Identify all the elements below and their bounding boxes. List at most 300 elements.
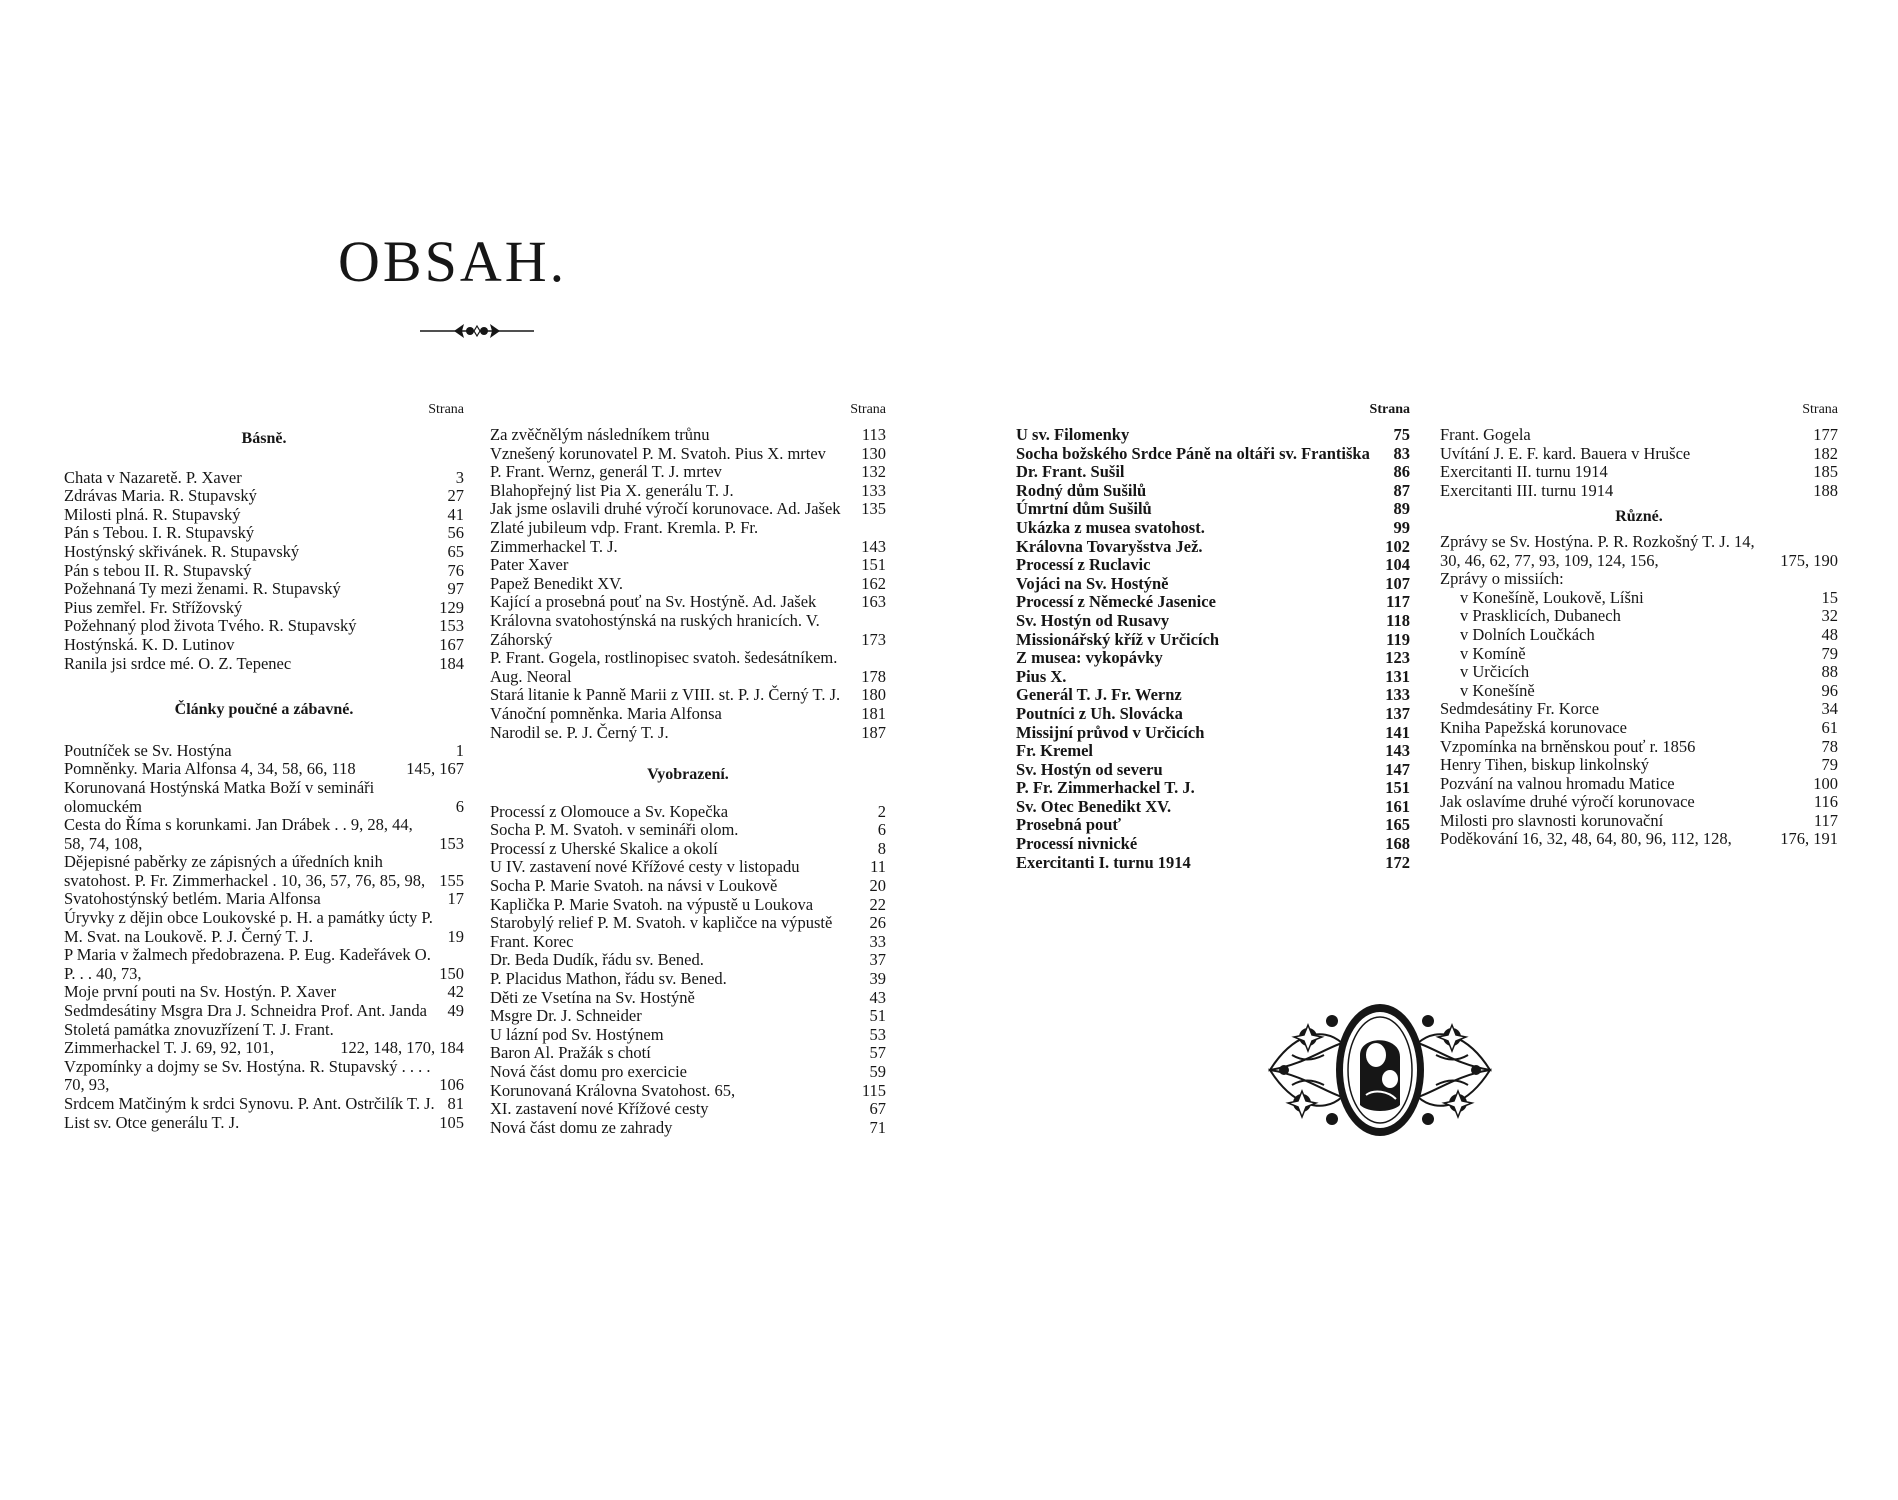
toc-entry-title: Děti ze Vsetína na Sv. Hostýně xyxy=(490,987,695,1007)
toc-entry-title: Pozvání na valnou hromadu Matice xyxy=(1440,773,1675,793)
toc-entry-page: 6 xyxy=(877,820,886,840)
toc-entry-title: Vzpomínky a dojmy se Sv. Hostýna. R. Stupavský . . . . 70, 93, xyxy=(64,1056,431,1095)
toc-entry xyxy=(1016,538,1410,557)
toc-entry xyxy=(1440,663,1838,682)
toc-entry-title: U lázní pod Sv. Hostýnem xyxy=(490,1024,664,1044)
toc-entry xyxy=(1016,482,1410,501)
toc-entry-page: 180 xyxy=(861,685,886,705)
toc-list xyxy=(1440,533,1838,849)
toc-entry-page: 135 xyxy=(861,499,886,519)
toc-entry-page: 67 xyxy=(869,1099,886,1119)
toc-entry-page: 43 xyxy=(869,987,886,1007)
toc-list xyxy=(64,742,464,1132)
toc-entry-title: Processí z Olomouce a Sv. Kopečka xyxy=(490,801,729,821)
rule-ornament-icon xyxy=(418,320,536,342)
toc-entry xyxy=(1440,738,1838,757)
toc-entry xyxy=(490,877,886,896)
toc-entry-page: 153 xyxy=(439,616,464,636)
toc-entry-page: 123 xyxy=(1385,648,1410,668)
toc-entry xyxy=(490,1119,886,1138)
toc-entry-page: 86 xyxy=(1393,462,1410,482)
toc-entry-title: Jak jsme oslavili druhé výročí korunovace. Ad. Jašek xyxy=(490,499,841,519)
toc-entry-title: Henry Tihen, biskup linkolnský xyxy=(1440,755,1650,775)
toc-entry-title: Moje první pouti na Sv. Hostýn. P. Xaver xyxy=(64,982,337,1002)
toc-entry-title: Processí nivnické xyxy=(1016,834,1138,854)
toc-entry xyxy=(490,914,886,933)
toc-entry xyxy=(1016,835,1410,854)
toc-entry-page: 141 xyxy=(1385,722,1410,742)
toc-entry: Zprávy o missiích: xyxy=(1440,569,1564,589)
toc-entry xyxy=(1016,816,1410,835)
toc-entry xyxy=(1440,793,1838,812)
toc-entry-page: 107 xyxy=(1385,573,1410,593)
toc-entry xyxy=(1016,631,1410,650)
toc-entry xyxy=(1016,779,1410,798)
toc-entry-title: Požehnaná Ty mezi ženami. R. Stupavský xyxy=(64,579,341,599)
toc-entry-page: 181 xyxy=(861,703,886,723)
toc-entry-title: Kající a prosebná pouť na Sv. Hostýně. Ad. Jašek xyxy=(490,592,817,612)
toc-entry xyxy=(490,593,886,612)
toc-entry-page: 89 xyxy=(1393,499,1410,519)
toc-list xyxy=(1016,426,1410,872)
toc-entry xyxy=(1016,519,1410,538)
toc-entry xyxy=(64,543,464,562)
toc-entry xyxy=(64,1002,464,1021)
toc-entry-page: 99 xyxy=(1393,517,1410,537)
toc-entry-page: 176, 191 xyxy=(1780,829,1838,849)
section-heading-poems: Básně. xyxy=(241,430,287,447)
strana-label: Strana xyxy=(1369,402,1410,417)
toc-entry xyxy=(1440,626,1838,645)
toc-entry-title: Srdcem Matčiným k srdci Synovu. P. Ant. Ostrčilík T. J. xyxy=(64,1094,435,1113)
toc-entry xyxy=(1440,607,1838,626)
toc-entry-title: Exercitanti I. turnu 1914 xyxy=(1016,852,1191,872)
toc-column-2 xyxy=(490,400,886,1137)
toc-entry xyxy=(64,487,464,506)
toc-entry xyxy=(490,989,886,1008)
toc-entry xyxy=(64,853,464,890)
toc-entry-page: 32 xyxy=(1821,606,1838,626)
toc-entry-page: 97 xyxy=(447,579,464,599)
toc-entry-page: 131 xyxy=(1385,666,1410,686)
toc-entry xyxy=(64,524,464,543)
toc-entry-title: Frant. Korec xyxy=(490,931,574,951)
toc-entry xyxy=(64,742,464,761)
toc-entry-page: 22 xyxy=(869,894,886,914)
toc-entry xyxy=(1016,649,1410,668)
toc-entry-title: Sedmdesátiny Fr. Korce xyxy=(1440,699,1600,719)
toc-entry-title: Poděkování 16, 32, 48, 64, 80, 96, 112, 128, xyxy=(1440,829,1732,849)
toc-entry xyxy=(1016,445,1410,464)
toc-entry-title: Dr. Frant. Sušil xyxy=(1016,462,1125,482)
toc-entry xyxy=(1440,426,1838,445)
toc-entry-page: 1 xyxy=(455,740,464,760)
toc-entry-title: Socha božského Srdce Páně na oltáři sv. Františka xyxy=(1016,443,1370,463)
toc-entry-title: Narodil se. P. J. Černý T. J. xyxy=(490,722,669,742)
toc-entry-page: 173 xyxy=(861,629,886,649)
toc-entry-page: 145, 167 xyxy=(406,759,464,779)
toc-entry-page: 56 xyxy=(447,523,464,543)
toc-entry xyxy=(64,983,464,1002)
toc-entry-page: 87 xyxy=(1393,480,1410,500)
toc-entry-page: 187 xyxy=(861,722,886,742)
toc-entry xyxy=(1440,482,1838,501)
toc-entry-title: Papež Benedikt XV. xyxy=(490,573,624,593)
toc-entry-page: 167 xyxy=(439,634,464,654)
toc-entry-title: P. Frant. Wernz, generál T. J. mrtev xyxy=(490,462,722,482)
toc-entry xyxy=(490,1100,886,1119)
toc-entry xyxy=(1016,686,1410,705)
toc-entry-page: 155 xyxy=(439,870,464,890)
toc-entry xyxy=(64,617,464,636)
toc-entry-page: 122, 148, 170, 184 xyxy=(340,1038,464,1058)
toc-entry-title: Milosti plná. R. Stupavský xyxy=(64,504,241,524)
toc-entry-title: v Komíně xyxy=(1460,643,1526,663)
toc-entry-page: 79 xyxy=(1821,755,1838,775)
toc-entry-title: XI. zastavení nové Křížové cesty xyxy=(490,1099,709,1119)
toc-entry-title: Processí z Uherské Skalice a okolí xyxy=(490,838,718,858)
toc-entry xyxy=(64,1095,464,1114)
toc-entry xyxy=(1016,556,1410,575)
toc-entry-title: Zdrávas Maria. R. Stupavský xyxy=(64,486,257,506)
toc-entry-title: Pater Xaver xyxy=(490,555,569,575)
toc-entry xyxy=(64,760,464,779)
toc-entry-page: 104 xyxy=(1385,555,1410,575)
toc-entry xyxy=(1016,463,1410,482)
toc-entry xyxy=(490,1007,886,1026)
toc-entry-title: Processí z Ruclavic xyxy=(1016,555,1151,575)
toc-entry-page: 57 xyxy=(869,1043,886,1063)
toc-entry-page: 161 xyxy=(1385,796,1410,816)
toc-entry-title: Svatohostýnský betlém. Maria Alfonsa xyxy=(64,889,321,909)
toc-entry-page: 116 xyxy=(1813,792,1838,812)
toc-entry-page: 100 xyxy=(1813,773,1838,793)
toc-entry-title: P. Fr. Zimmerhackel T. J. xyxy=(1016,778,1195,798)
toc-entry-page: 185 xyxy=(1813,462,1838,482)
toc-entry xyxy=(490,896,886,915)
toc-entry xyxy=(64,580,464,599)
toc-entry-title: Kaplička P. Marie Svatoh. na výpustě u Loukova xyxy=(490,894,814,914)
toc-entry-title: Frant. Gogela xyxy=(1440,425,1531,444)
toc-entry-page: 3 xyxy=(455,467,464,487)
toc-entry-title: Královna svatohostýnská na ruských hranicích. V. Záhorský xyxy=(490,610,820,649)
toc-entry-title: Vznešený korunovatel P. M. Svatoh. Pius X. mrtev xyxy=(490,443,826,463)
toc-entry xyxy=(490,463,886,482)
toc-entry-title: Korunovaná Královna Svatohost. 65, xyxy=(490,1080,736,1100)
madonna-floral-vignette-icon xyxy=(1262,995,1498,1145)
strana-label: Strana xyxy=(850,402,886,417)
toc-entry xyxy=(490,858,886,877)
toc-entry xyxy=(1440,719,1838,738)
toc-entry-title: Socha P. M. Svatoh. v semináři olom. xyxy=(490,820,739,840)
toc-entry-title: Požehnaný plod života Tvého. R. Stupavský xyxy=(64,616,357,636)
toc-entry xyxy=(1440,682,1838,701)
toc-entry-page: 49 xyxy=(447,1001,464,1021)
toc-entry-page: 182 xyxy=(1813,443,1838,463)
toc-entry xyxy=(490,821,886,840)
toc-entry-title: Ranila jsi srdce mé. O. Z. Tepenec xyxy=(64,653,292,673)
toc-entry-title: Processí z Německé Jasenice xyxy=(1016,592,1216,612)
toc-entry-title: Sv. Hostýn od severu xyxy=(1016,759,1163,779)
toc-entry-page: 6 xyxy=(455,796,464,816)
toc-entry-title: Stoletá památka znovuzřízení T. J. Frant. Zimmerhackel T. J. 69, 92, 101, xyxy=(64,1019,334,1058)
toc-entry-page: 33 xyxy=(869,931,886,951)
toc-entry xyxy=(1440,463,1838,482)
toc-entry-page: 96 xyxy=(1821,680,1838,700)
toc-entry-page: 61 xyxy=(1821,717,1838,737)
toc-entry-page: 15 xyxy=(1821,587,1838,607)
toc-entry-page: 188 xyxy=(1813,480,1838,500)
toc-entry-title: v Prasklicích, Dubanech xyxy=(1460,606,1621,626)
toc-entry xyxy=(490,705,886,724)
toc-entry-title: Nová část domu pro exercicie xyxy=(490,1062,688,1081)
toc-entry-title: Zprávy se Sv. Hostýna. P. R. Rozkošný T. J. 14, 30, 46, 62, 77, 93, 109, 124, 156, xyxy=(1440,531,1755,570)
toc-entry-page: 143 xyxy=(1385,741,1410,761)
toc-entry-page: 150 xyxy=(439,963,464,983)
toc-entry-page: 168 xyxy=(1385,834,1410,854)
toc-entry-page: 51 xyxy=(869,1006,886,1026)
toc-entry-page: 115 xyxy=(861,1080,886,1100)
toc-entry xyxy=(64,946,464,983)
toc-list xyxy=(490,803,886,1138)
toc-entry-title: P. Frant. Gogela, rostlinopisec svatoh. šedesátníkem. Aug. Neoral xyxy=(490,648,838,686)
toc-entry xyxy=(64,1058,464,1095)
toc-entry-page: 26 xyxy=(869,913,886,933)
toc-entry-page: 132 xyxy=(861,462,886,482)
toc-entry xyxy=(490,1063,886,1082)
toc-entry-page: 184 xyxy=(439,653,464,673)
toc-entry xyxy=(64,469,464,488)
toc-entry-title: P. Placidus Mathon, řádu sv. Bened. xyxy=(490,969,727,989)
toc-entry-title: Fr. Kremel xyxy=(1016,741,1093,761)
toc-entry xyxy=(1016,724,1410,743)
toc-entry-page: 117 xyxy=(1813,810,1838,830)
toc-entry-page: 19 xyxy=(447,926,464,946)
toc-entry-title: U sv. Filomenky xyxy=(1016,425,1130,444)
toc-entry-title: Missionářský kříž v Určicích xyxy=(1016,629,1220,649)
toc-entry xyxy=(490,803,886,822)
toc-entry-page: 133 xyxy=(861,480,886,500)
toc-entry xyxy=(64,779,464,816)
toc-entry xyxy=(1440,589,1838,608)
toc-entry xyxy=(1440,775,1838,794)
toc-entry xyxy=(490,933,886,952)
toc-entry-page: 137 xyxy=(1385,703,1410,723)
toc-entry-title: Kniha Papežská korunovace xyxy=(1440,717,1627,737)
toc-entry-title: v Dolních Loučkách xyxy=(1460,624,1595,644)
toc-entry xyxy=(1016,798,1410,817)
toc-entry-page: 42 xyxy=(447,982,464,1002)
toc-entry-title: Stará litanie k Panně Marii z VIII. st. P. J. Černý T. J. xyxy=(490,685,841,705)
toc-entry-title: Msgre Dr. J. Schneider xyxy=(490,1006,642,1026)
toc-column-1 xyxy=(64,400,464,1132)
toc-entry-page: 117 xyxy=(1386,592,1410,612)
toc-entry-title: Sv. Hostýn od Rusavy xyxy=(1016,610,1170,630)
toc-entry xyxy=(490,649,886,686)
toc-entry xyxy=(490,612,886,649)
toc-entry xyxy=(1440,533,1838,570)
toc-entry xyxy=(490,482,886,501)
toc-entry-title: Úmrtní dům Sušilů xyxy=(1016,499,1152,519)
toc-entry-page: 41 xyxy=(447,504,464,524)
section-heading-articles: Články poučné a zábavné. xyxy=(174,701,354,719)
toc-entry-page: 113 xyxy=(861,425,886,444)
toc-entry-page: 133 xyxy=(1385,685,1410,705)
toc-entry xyxy=(64,506,464,525)
toc-list xyxy=(1440,426,1838,500)
toc-entry xyxy=(490,426,886,445)
toc-entry xyxy=(1440,756,1838,775)
toc-entry xyxy=(64,890,464,909)
toc-entry-title: Sv. Otec Benedikt XV. xyxy=(1016,796,1172,816)
toc-entry xyxy=(1016,575,1410,594)
toc-entry-page: 2 xyxy=(877,801,886,821)
toc-list xyxy=(64,469,464,674)
toc-entry-page: 130 xyxy=(861,443,886,463)
toc-entry-title: U IV. zastavení nové Křížové cesty v listopadu xyxy=(490,857,800,877)
toc-column-4 xyxy=(1440,400,1838,849)
toc-entry xyxy=(1016,668,1410,687)
toc-entry-title: Milosti pro slavnosti korunovační xyxy=(1440,810,1664,830)
section-heading-miscellaneous: Různé. xyxy=(1615,508,1663,526)
toc-entry xyxy=(64,909,464,946)
toc-entry-title: Dr. Beda Dudík, řádu sv. Bened. xyxy=(490,950,704,970)
toc-entry xyxy=(490,445,886,464)
toc-entry-title: Pius zemřel. Fr. Střížovský xyxy=(64,597,243,617)
toc-entry-page: 177 xyxy=(1813,425,1838,444)
toc-entry xyxy=(64,636,464,655)
toc-entry-page: 143 xyxy=(861,536,886,556)
toc-entry xyxy=(490,1082,886,1101)
toc-entry-title: Rodný dům Sušilů xyxy=(1016,480,1147,500)
toc-entry-title: Za zvěčnělým následníkem trůnu xyxy=(490,425,710,444)
toc-entry-page: 17 xyxy=(447,889,464,909)
toc-entry-title: Zlaté jubileum vdp. Frant. Kremla. P. Fr. Zimmerhackel T. J. xyxy=(490,517,759,556)
toc-entry-page: 119 xyxy=(1386,629,1410,649)
toc-entry xyxy=(64,655,464,674)
toc-entry-title: Socha P. Marie Svatoh. na návsi v Loukově xyxy=(490,876,778,896)
toc-entry-title: Královna Tovaryšstva Jež. xyxy=(1016,536,1203,556)
toc-entry-page: 106 xyxy=(439,1075,464,1095)
toc-entry xyxy=(490,686,886,705)
toc-entry-page: 76 xyxy=(447,560,464,580)
toc-entry xyxy=(1016,705,1410,724)
toc-entry-page: 27 xyxy=(447,486,464,506)
toc-entry-title: Starobylý relief P. M. Svatoh. v kapličce na výpustě xyxy=(490,913,833,933)
toc-entry-title: Vzpomínka na brněnskou pouť r. 1856 xyxy=(1440,736,1696,756)
toc-entry-page: 34 xyxy=(1821,699,1838,719)
toc-entry-page: 75 xyxy=(1393,425,1410,444)
toc-entry xyxy=(1016,761,1410,780)
toc-entry xyxy=(490,575,886,594)
toc-entry-title: Generál T. J. Fr. Wernz xyxy=(1016,685,1182,705)
toc-entry-title: Hostýnská. K. D. Lutinov xyxy=(64,634,235,654)
toc-entry xyxy=(64,816,464,853)
toc-entry-title: Hostýnský skřivánek. R. Stupavský xyxy=(64,541,300,561)
toc-entry xyxy=(64,1114,464,1133)
page-title: OBSAH. xyxy=(338,229,568,294)
toc-entry-title: v Konešíně xyxy=(1460,680,1535,700)
toc-entry-title: Vojáci na Sv. Hostýně xyxy=(1016,573,1169,593)
toc-entry-title: Uvítání J. E. F. kard. Bauera v Hrušce xyxy=(1440,443,1691,463)
toc-entry-page: 11 xyxy=(870,857,886,877)
toc-entry-title: Z musea: vykopávky xyxy=(1016,648,1163,668)
toc-entry-page: 129 xyxy=(439,597,464,617)
toc-entry-title: Missijní průvod v Určicích xyxy=(1016,722,1205,742)
toc-entry-title: Cesta do Říma s korunkami. Jan Drábek . . 9, 28, 44, 58, 74, 108, xyxy=(64,815,413,853)
toc-entry-page: 48 xyxy=(1821,624,1838,644)
toc-entry-page: 105 xyxy=(439,1112,464,1132)
toc-entry-title: Exercitanti II. turnu 1914 xyxy=(1440,462,1608,482)
toc-entry-page: 65 xyxy=(447,541,464,561)
toc-entry-title: Poutníček se Sv. Hostýna xyxy=(64,740,232,760)
toc-entry-title: Baron Al. Pražák s chotí xyxy=(490,1043,651,1063)
toc-entry-title: Ukázka z musea svatohost. xyxy=(1016,517,1205,537)
toc-entry xyxy=(490,970,886,989)
toc-entry-page: 102 xyxy=(1385,536,1410,556)
toc-entry-title: Pán s tebou II. R. Stupavský xyxy=(64,560,252,580)
toc-entry-page: 83 xyxy=(1393,443,1410,463)
toc-entry xyxy=(1016,426,1410,445)
toc-entry-title: Korunovaná Hostýnská Matka Boží v semináři olomuckém xyxy=(64,777,375,816)
toc-entry-page: 79 xyxy=(1821,643,1838,663)
toc-entry-page: 20 xyxy=(869,876,886,896)
toc-entry-page: 162 xyxy=(861,573,886,593)
toc-entry xyxy=(490,951,886,970)
toc-entry xyxy=(1440,700,1838,719)
toc-entry xyxy=(490,1026,886,1045)
toc-entry-page: 118 xyxy=(1386,610,1410,630)
toc-entry xyxy=(64,599,464,618)
toc-entry-title: Vánoční pomněnka. Maria Alfonsa xyxy=(490,703,722,723)
toc-entry-title: v Konešíně, Loukově, Líšni xyxy=(1460,587,1644,607)
toc-entry-page: 71 xyxy=(869,1117,886,1137)
toc-entry-page: 172 xyxy=(1385,852,1410,872)
toc-entry xyxy=(1440,830,1838,849)
toc-entry-title: Pán s Tebou. I. R. Stupavský xyxy=(64,523,255,543)
toc-entry xyxy=(1440,645,1838,664)
toc-entry-page: 8 xyxy=(877,838,886,858)
toc-entry xyxy=(64,1021,464,1058)
toc-entry-page: 178 xyxy=(861,666,886,686)
toc-entry-title: Prosebná pouť xyxy=(1016,815,1122,835)
toc-entry-page: 53 xyxy=(869,1024,886,1044)
toc-entry-title: Dějepisné paběrky ze zápisných a úředních knih svatohost. P. Fr. Zimmerhackel . 10, 36, 57, 76, 85, 98, xyxy=(64,852,426,890)
toc-entry-page: 175, 190 xyxy=(1780,550,1838,570)
toc-entry-page: 163 xyxy=(861,592,886,612)
toc-entry xyxy=(1016,854,1410,873)
toc-entry-page: 151 xyxy=(861,555,886,575)
toc-entry-page: 59 xyxy=(869,1062,886,1081)
toc-entry xyxy=(490,840,886,859)
toc-entry xyxy=(490,724,886,743)
toc-entry-page: 88 xyxy=(1821,662,1838,682)
toc-entry-title: Nová část domu ze zahrady xyxy=(490,1117,673,1137)
toc-entry-page: 81 xyxy=(447,1094,464,1113)
toc-entry-title: Exercitanti III. turnu 1914 xyxy=(1440,480,1614,500)
toc-entry-page: 147 xyxy=(1385,759,1410,779)
strana-label: Strana xyxy=(1802,402,1838,417)
toc-entry xyxy=(1016,742,1410,761)
toc-entry-title: Úryvky z dějin obce Loukovské p. H. a památky úcty P. M. Svat. na Loukově. P. J. Černý T. J. xyxy=(64,908,433,946)
toc-entry-title: v Určicích xyxy=(1460,662,1530,682)
toc-entry-page: 165 xyxy=(1385,815,1410,835)
toc-column-3 xyxy=(1016,400,1410,872)
toc-entry xyxy=(1016,612,1410,631)
toc-entry xyxy=(1016,593,1410,612)
toc-entry-title: Blahopřejný list Pia X. generálu T. J. xyxy=(490,480,734,500)
toc-entry-title: P Maria v žalmech předobrazena. P. Eug. Kadeřávek O. P. . . 40, 73, xyxy=(64,945,431,983)
